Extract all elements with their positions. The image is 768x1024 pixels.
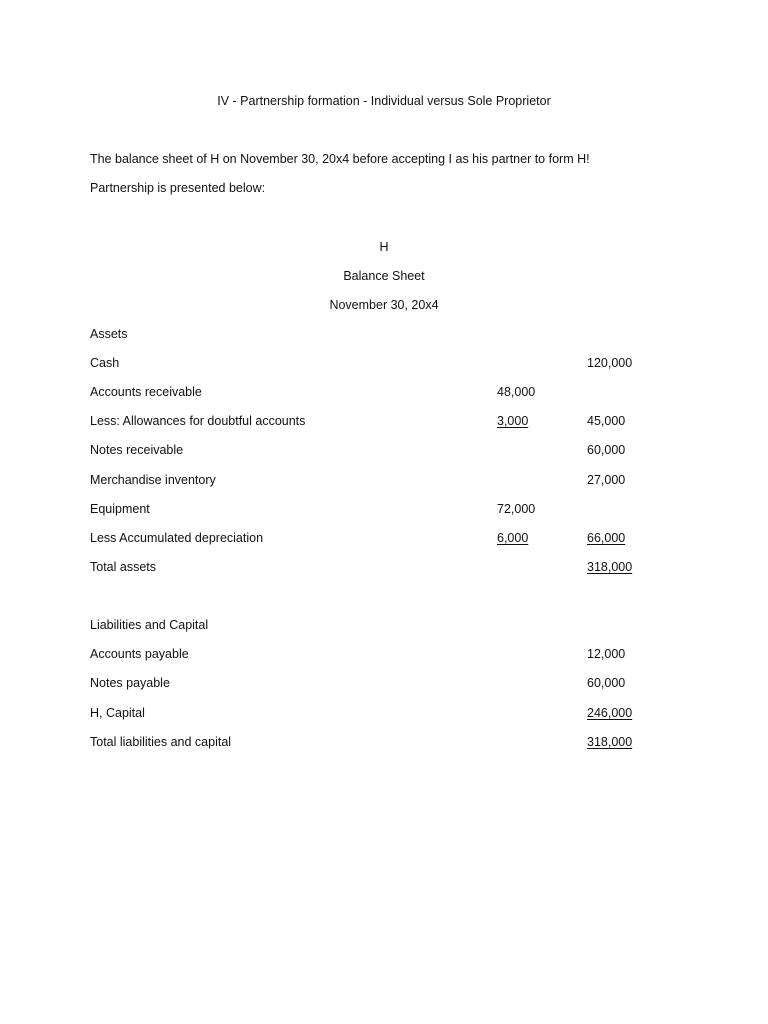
statement-date: November 30, 20x4 (329, 298, 439, 312)
row-label: Accounts payable (90, 647, 189, 661)
row-label: Total assets (90, 560, 157, 574)
asset-row-allowance-doubtful (0, 414, 768, 432)
asset-row-merchandise-inventory (0, 473, 768, 491)
row-subamount: 3,000 (497, 414, 529, 428)
row-label: Merchandise inventory (90, 473, 216, 487)
row-amount: 318,000 (587, 560, 633, 574)
liability-row-total-liabilities-capital (0, 735, 768, 753)
asset-row-equipment (0, 502, 768, 520)
row-subamount: 6,000 (497, 531, 529, 545)
row-amount: 60,000 (587, 676, 626, 690)
asset-row-accumulated-depreciation (0, 531, 768, 549)
row-label: Less Accumulated depreciation (90, 531, 264, 545)
liability-row-h-capital (0, 706, 768, 724)
row-amount: 246,000 (587, 706, 633, 720)
row-label: H, Capital (90, 706, 145, 720)
row-label: Notes payable (90, 676, 170, 690)
row-label: Notes receivable (90, 443, 184, 457)
row-label: Equipment (90, 502, 150, 516)
row-amount: 45,000 (587, 414, 626, 428)
row-amount: 66,000 (587, 531, 626, 545)
statement-entity: H (379, 240, 389, 254)
row-amount: 12,000 (587, 647, 626, 661)
row-amount: 27,000 (587, 473, 626, 487)
liability-row-accounts-payable (0, 647, 768, 665)
row-label: Less: Allowances for doubtful accounts (90, 414, 306, 428)
row-amount: 60,000 (587, 443, 626, 457)
row-amount: 318,000 (587, 735, 633, 749)
liabilities-heading: Liabilities and Capital (90, 618, 209, 632)
row-subamount: 72,000 (497, 502, 536, 516)
document-title: IV - Partnership formation - Individual versus Sole Proprietor (217, 94, 551, 108)
asset-row-total-assets (0, 560, 768, 578)
row-amount: 120,000 (587, 356, 633, 370)
asset-row-accounts-receivable (0, 385, 768, 403)
intro-text-line-2: Partnership is presented below: (90, 181, 266, 195)
liability-row-notes-payable (0, 676, 768, 694)
row-label: Accounts receivable (90, 385, 202, 399)
intro-text-line-1: The balance sheet of H on November 30, 20x4 before accepting I as his partner to form H! (90, 152, 590, 166)
row-subamount: 48,000 (497, 385, 536, 399)
asset-row-cash (0, 356, 768, 374)
asset-row-notes-receivable (0, 443, 768, 461)
statement-name: Balance Sheet (343, 269, 425, 283)
assets-heading: Assets (90, 327, 128, 341)
row-label: Cash (90, 356, 120, 370)
row-label: Total liabilities and capital (90, 735, 232, 749)
